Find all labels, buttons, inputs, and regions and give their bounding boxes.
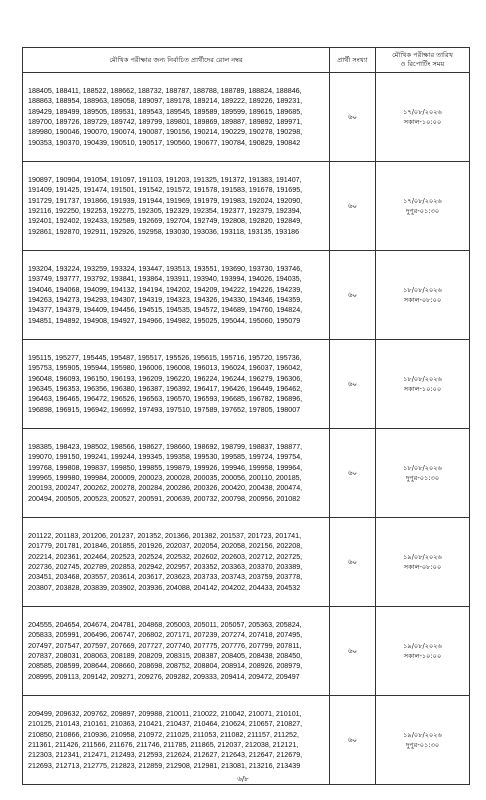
viva-date: ১৯/০৮/২০২৬	[403, 731, 442, 739]
roll-numbers-cell: 188405, 188411, 188522, 188662, 188732, 188787, 188788, 188789, 188824, 188846, 188863, 188954, 188963, 189058, 189097, 189178, 189214, 189222, 189226, 189231, 189429, 189499, 189505, 189531, 189543, 189545, 189589, 189599, 189615, 189685, 189700, 189726, 189729, 189742, 189799, 189801, 189869, 189887, 189892, 189971, 189980, 190046, 190070, 190074, 190087, 190156, 190214, 190229, 190278, 190298, 190353, 190370, 190439, 190510, 190517, 190560, 190677, 190784, 190829, 190842	[23, 73, 330, 162]
viva-date: ১৭/০৮/২০২৬	[403, 108, 442, 116]
viva-date: ১৯/০৮/২০২৬	[403, 642, 442, 650]
schedule-cell	[376, 518, 470, 607]
header-date-line: মৌখিক পরীক্ষার তারিখ	[392, 51, 453, 59]
reporting-time: দুপুর-০১:৩০	[405, 474, 440, 482]
reporting-time: সকাল-০৮:০০	[403, 563, 442, 571]
schedule-cell	[376, 73, 470, 162]
schedule-cell	[376, 429, 470, 518]
candidate-count-cell: ৬০	[330, 429, 376, 518]
page-number: ৬/৮	[237, 775, 249, 783]
schedule-cell	[376, 162, 470, 251]
reporting-time: দুপুর-০১:৩০	[405, 207, 440, 215]
candidate-count-cell: ৬০	[330, 162, 376, 251]
roll-numbers-cell: 195115, 195277, 195445, 195487, 195517, 195526, 195615, 195716, 195720, 195736, 195753, 195905, 195944, 195980, 196006, 196008, 196013, 196024, 196037, 196042, 196048, 196093, 196150, 196193, 196209, 196220, 196224, 196244, 196279, 196306, 196345, 196353, 196356, 196380, 196387, 196392, 196417, 196426, 196449, 196462, 196463, 196465, 196472, 196526, 196563, 196570, 196593, 196685, 196782, 196896, 196898, 196915, 196942, 196992, 197493, 197510, 197589, 197652, 197805, 198007	[23, 340, 330, 429]
header-roll-numbers: মৌখিক পরীক্ষার জন্য নির্বাচিত প্রার্থীদের রোল নম্বর	[23, 48, 330, 73]
viva-date: ১৯/০৮/২০২৬	[403, 553, 442, 561]
candidate-count-cell: ৬০	[330, 518, 376, 607]
roll-numbers-cell: 204555, 204654, 204674, 204781, 204868, 205003, 205011, 205057, 205363, 205824, 205833, 205991, 206496, 206747, 206802, 207171, 207239, 207274, 207418, 207495, 207497, 207547, 207597, 207669, 207727, 207740, 207775, 207776, 207799, 207811, 207837, 208031, 208063, 208189, 208209, 208315, 208387, 208405, 208438, 208450, 208585, 208599, 208644, 208660, 208698, 208752, 208804, 208914, 208926, 208979, 208995, 209113, 209142, 209271, 209276, 209282, 209333, 209414, 209472, 209497	[23, 607, 330, 696]
table-row	[23, 696, 470, 785]
schedule-cell	[376, 607, 470, 696]
roll-numbers-cell: 198385, 198423, 198502, 198566, 198627, 198660, 198692, 198799, 198837, 198877, 199070, 199150, 199241, 199244, 199345, 199358, 199530, 199585, 199724, 199754, 199768, 199808, 199837, 199850, 199855, 199879, 199926, 199946, 199958, 199964, 199965, 199980, 199984, 200009, 200023, 200028, 200035, 200056, 200110, 200185, 200193, 200247, 200262, 200278, 200284, 200286, 200326, 200420, 200438, 200474, 200494, 200505, 200523, 200527, 200591, 200639, 200732, 200798, 200956, 201082	[23, 429, 330, 518]
schedule-cell	[376, 340, 470, 429]
viva-date: ১৮/০৮/২০২৬	[403, 464, 442, 472]
candidate-count-cell: ৬০	[330, 696, 376, 785]
viva-schedule-table	[22, 47, 470, 785]
header-date-time	[376, 48, 470, 73]
roll-numbers-cell: 190897, 190904, 191054, 191097, 191103, 191203, 191325, 191372, 191383, 191407, 191409, 191425, 191474, 191501, 191542, 191572, 191578, 191583, 191678, 191695, 191729, 191737, 191866, 191939, 191944, 191969, 191979, 191983, 192024, 192090, 192116, 192250, 192253, 192275, 192305, 192329, 192354, 192377, 192379, 192394, 192401, 192402, 192433, 192589, 192669, 192704, 192749, 192808, 192820, 192849, 192861, 192870, 192911, 192926, 192958, 193030, 193036, 193118, 193135, 193186	[23, 162, 330, 251]
candidate-count-cell: ৬০	[330, 251, 376, 340]
table-row	[23, 162, 470, 251]
table-header-row	[23, 48, 470, 73]
table-row	[23, 340, 470, 429]
schedule-cell	[376, 696, 470, 785]
table-row	[23, 429, 470, 518]
viva-date: ১৭/০৮/২০২৬	[403, 197, 442, 205]
roll-numbers-cell: 193204, 193224, 193259, 193324, 193447, 193513, 193551, 193690, 193730, 193746, 193749, 193777, 193792, 193841, 193864, 193911, 193940, 193994, 194026, 194035, 194046, 194068, 194099, 194132, 194194, 194202, 194209, 194222, 194226, 194239, 194263, 194273, 194293, 194307, 194319, 194323, 194326, 194330, 194346, 194359, 194377, 194379, 194409, 194456, 194515, 194535, 194572, 194689, 194760, 194824, 194851, 194892, 194908, 194927, 194966, 194982, 195025, 195044, 195060, 195079	[23, 251, 330, 340]
header-candidate-count: প্রার্থী সংখ্যা	[330, 48, 376, 73]
candidate-count-cell: ৬০	[330, 607, 376, 696]
schedule-cell	[376, 251, 470, 340]
reporting-time: সকাল-০৮:০০	[403, 296, 442, 304]
candidate-count-cell: ৬০	[330, 340, 376, 429]
table-row	[23, 518, 470, 607]
viva-date: ১৮/০৮/২০২৬	[403, 286, 442, 294]
reporting-time: সকাল-১০:০০	[403, 118, 442, 126]
table-row	[23, 73, 470, 162]
reporting-time: সকাল-১০:০০	[403, 385, 442, 393]
table-row	[23, 251, 470, 340]
schedule-sheet	[22, 47, 469, 785]
roll-numbers-cell: 209499, 209632, 209762, 209897, 209988, 210011, 210022, 210042, 210071, 210101, 210125, 210143, 210161, 210363, 210421, 210437, 210464, 210624, 210657, 210827, 210850, 210866, 210936, 210958, 210972, 211025, 211053, 211082, 211157, 211252, 211361, 211426, 211566, 211676, 211746, 211785, 211865, 212037, 212038, 212121, 212303, 212341, 212471, 212493, 212593, 212624, 212627, 212643, 212647, 212679, 212693, 212713, 212775, 212823, 212859, 212908, 212981, 213081, 213216, 213439	[23, 696, 330, 785]
reporting-time: দুপুর-০১:৩০	[405, 741, 440, 749]
candidate-count-cell: ৬০	[330, 73, 376, 162]
reporting-time: সকাল-১০:০০	[403, 652, 442, 660]
roll-numbers-cell: 201122, 201183, 201206, 201237, 201352, 201366, 201382, 201537, 201723, 201741, 201779, 201781, 201846, 201855, 201926, 202037, 202054, 202058, 202156, 202208, 202214, 202361, 202464, 202523, 202524, 202532, 202602, 202603, 202712, 202725, 202736, 202745, 202789, 202853, 202942, 202957, 203352, 203363, 203370, 203389, 203451, 203468, 203557, 203614, 203617, 203623, 203733, 203743, 203759, 203778, 203807, 203828, 203839, 203902, 203936, 204088, 204142, 204202, 204433, 204532	[23, 518, 330, 607]
viva-date: ১৮/০৮/২০২৬	[403, 375, 442, 383]
table-row	[23, 607, 470, 696]
header-time-line: ও রিপোর্টিং সময়	[400, 60, 445, 68]
